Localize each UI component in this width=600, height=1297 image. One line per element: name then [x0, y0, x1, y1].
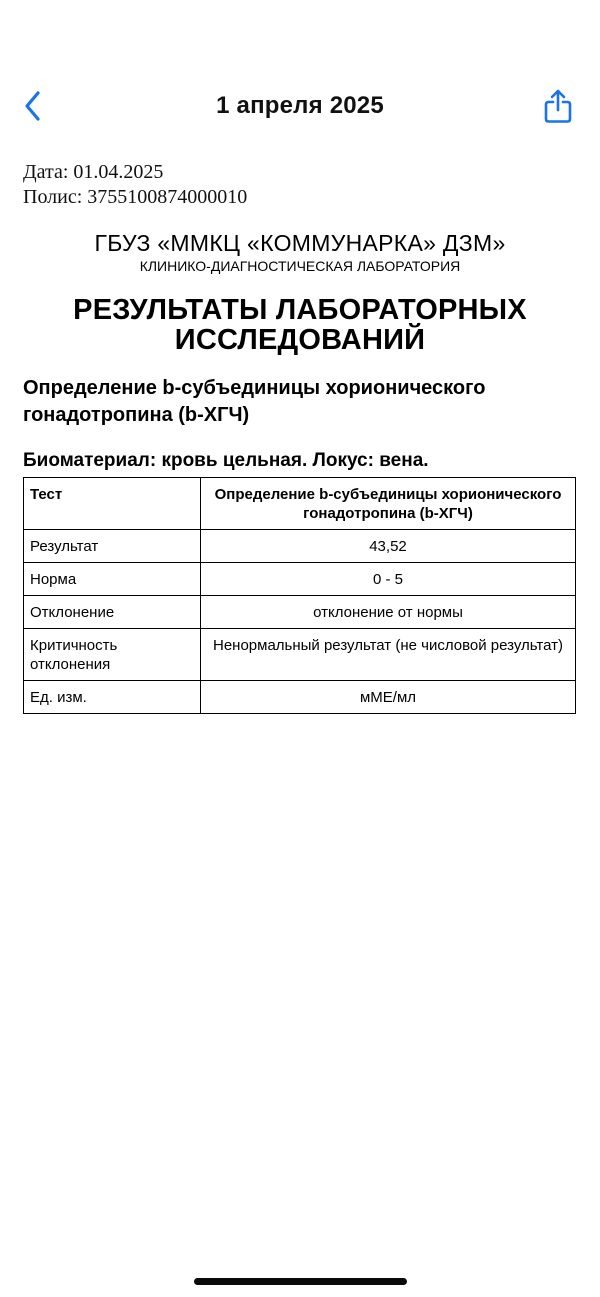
report-heading: РЕЗУЛЬТАТЫ ЛАБОРАТОРНЫХ ИССЛЕДОВАНИЙ [73, 294, 527, 356]
share-button[interactable] [540, 84, 576, 128]
header-label-cell: Тест [24, 478, 201, 530]
biomaterial-line: Биоматериал: кровь цельная. Локус: вена. [23, 450, 429, 471]
page-title: 1 апреля 2025 [216, 92, 384, 119]
results-table [23, 477, 576, 714]
header-value-cell: Определение b-субъединицы хорионического гонадотропина (b-ХГЧ) [201, 478, 576, 530]
report-date: Дата: 01.04.2025 [23, 161, 164, 183]
table-row [24, 629, 576, 681]
table-header-row [24, 478, 576, 530]
row-label-result: Результат [24, 530, 201, 563]
row-label-unit: Ед. изм. [24, 681, 201, 714]
row-value-criticality: Ненормальный результат (не числовой результат) [201, 629, 576, 681]
row-label-criticality: Критичность отклонения [24, 629, 201, 681]
organization-name: ГБУЗ «ММКЦ «КОММУНАРКА» ДЗМ» [94, 230, 506, 256]
row-value-result: 43,52 [201, 530, 576, 563]
row-value-norm: 0 - 5 [201, 563, 576, 596]
table-row [24, 563, 576, 596]
table-row [24, 530, 576, 563]
policy-number: Полис: 3755100874000010 [23, 186, 248, 208]
row-value-deviation: отклонение от нормы [201, 596, 576, 629]
home-indicator[interactable] [194, 1278, 407, 1285]
table-row [24, 596, 576, 629]
table-row [24, 681, 576, 714]
organization-department: КЛИНИКО-ДИАГНОСТИЧЕСКАЯ ЛАБОРАТОРИЯ [139, 258, 461, 274]
lab-report-document [23, 160, 577, 714]
share-icon [543, 88, 573, 124]
test-name-heading: Определение b-субъединицы хорионического гонадотропина (b-ХГЧ) [23, 377, 486, 426]
navigation-bar [0, 80, 600, 132]
row-label-deviation: Отклонение [24, 596, 201, 629]
row-label-norm: Норма [24, 563, 201, 596]
row-value-unit: мМЕ/мл [201, 681, 576, 714]
